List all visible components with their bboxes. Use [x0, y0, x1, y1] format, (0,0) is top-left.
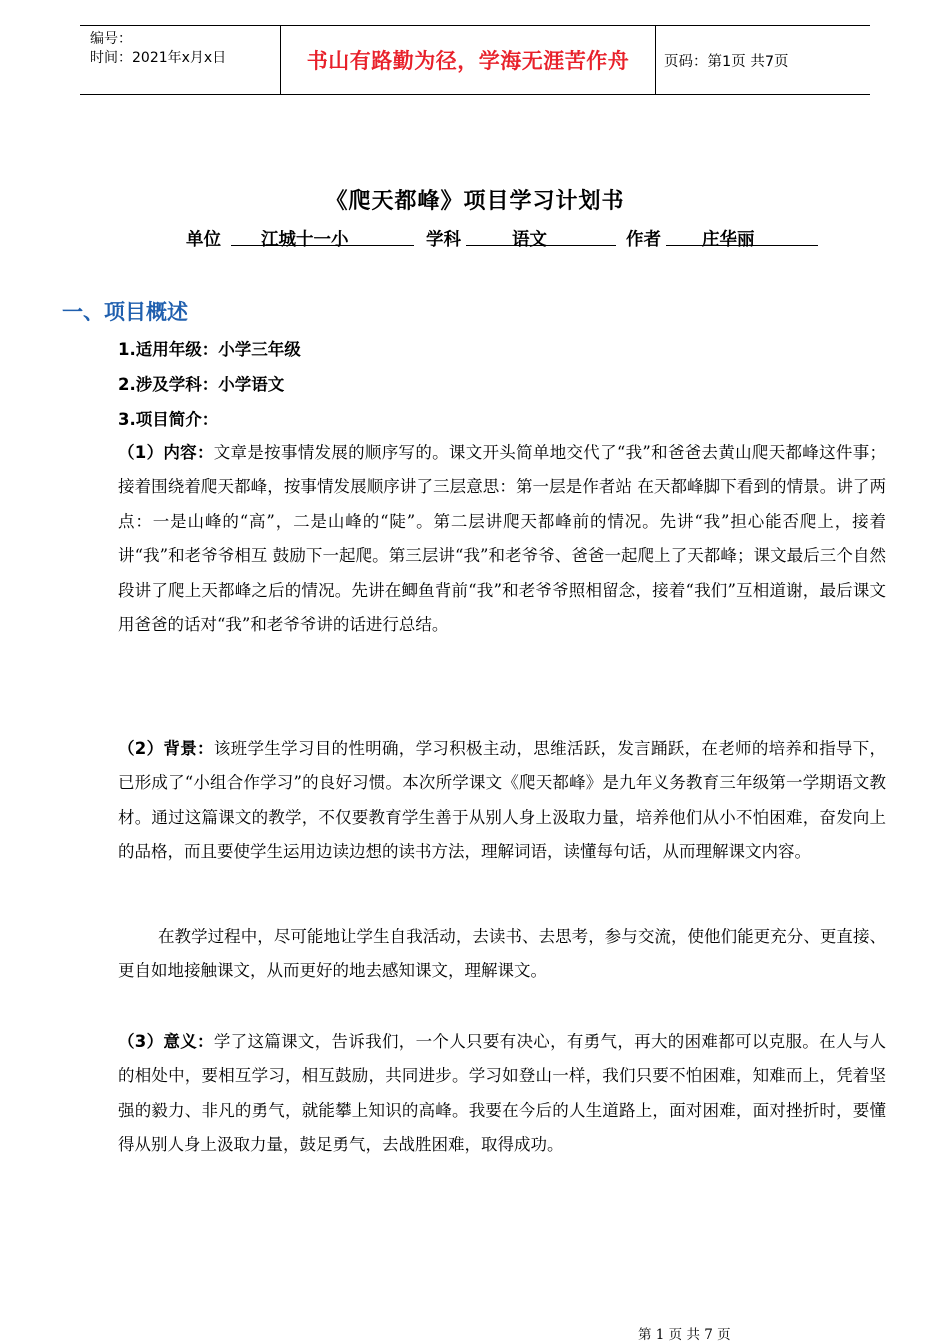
significance-label: （3）意义：: [118, 1032, 214, 1051]
number-label: 编号：: [90, 31, 132, 47]
significance-text: 学了这篇课文，告诉我们，一个人只要有决心，有勇气，再大的困难都可以克服。在人与人的相处中，要相互学习，相互鼓励，共同进步。学习如登山一样，我们只要不怕困难，知难而上，凭着坚强的毅力、非凡的勇气，就能攀上知识的高峰。我要在今后的人生道路上，面对困难，面对挫折时，要懂得从别人身上汲取力量，鼓足勇气，去战胜困难，取得成功。: [118, 1032, 887, 1155]
background-text: 该班学生学习目的性明确，学习积极主动，思维活跃，发言踊跃，在老师的培养和指导下，已形成了“小组合作学习”的良好习惯。本次所学课文《爬天都峰》是九年义务教育三年级第一学期语文教材。通过这篇课文的教学，不仅要教育学生善于从别人身上汲取力量，培养他们从小不怕困难，奋发向上的品格，而且要使学生运用边读边想的读书方法，理解词语，读懂每句话，从而理解课文内容。: [118, 739, 887, 862]
page-header: [80, 25, 870, 95]
paragraph-significance: [118, 1025, 886, 1163]
header-info: [90, 30, 280, 68]
section-heading: 一、项目概述: [62, 300, 188, 324]
motto: 书山有路勤为径，学海无涯苦作舟: [280, 26, 656, 94]
background-label: （2）背景：: [118, 739, 214, 758]
item-intro: 3.项目简介：: [118, 410, 219, 429]
paragraph-teaching: 在教学过程中，尽可能地让学生自我活动，去读书、去思考，参与交流，使他们能更充分、更直接、更自如地接触课文，从而更好的地去感知课文，理解课文。: [118, 927, 886, 981]
document-title: 《爬天都峰》项目学习计划书: [325, 189, 625, 214]
item-grade: 1.适用年级：小学三年级: [118, 340, 301, 359]
paragraph-background: [118, 732, 886, 870]
author-label: 作者: [626, 230, 661, 250]
item-subject: 2.涉及学科：小学语文: [118, 375, 285, 394]
subject-label: 学科: [426, 230, 461, 250]
unit-value: 江城十一小: [231, 226, 414, 246]
subject-value: 语文: [466, 226, 616, 246]
page-number-label: 页码：第1页 共7页: [664, 54, 789, 70]
unit-label: 单位: [186, 230, 221, 250]
author-value: 庄华丽: [666, 226, 818, 246]
content-label: （1）内容：: [118, 443, 214, 462]
page-footer: 第 1 页 共 7 页: [638, 1327, 731, 1343]
paragraph-content: [118, 436, 886, 642]
content-text: 文章是按事情发展的顺序写的。课文开头简单地交代了“我”和爸爸去黄山爬天都峰这件事；接着围绕着爬天都峰，按事情发展顺序讲了三层意思：第一层是作者站 在天都峰脚下看到的情景。讲了两点：一是山峰的“高”，二是山峰的“陡”。第二层讲爬天都峰前的情况。先讲“我”担心能否爬上，接着讲“我”和老爷爷相互 鼓励下一起爬。第三层讲“我”和老爷爷、爸爸一起爬上了天都峰；课文最后三个自然段讲了爬上天都峰之后的情况。先讲在鲫鱼背前“我”和老爷爷照相留念，接着“我们”互相道谢，最后课文用爸爸的话对“我”和老爷爷讲的话进行总结。: [118, 443, 886, 635]
date-label: 时间：2021年x月x日: [90, 50, 227, 66]
